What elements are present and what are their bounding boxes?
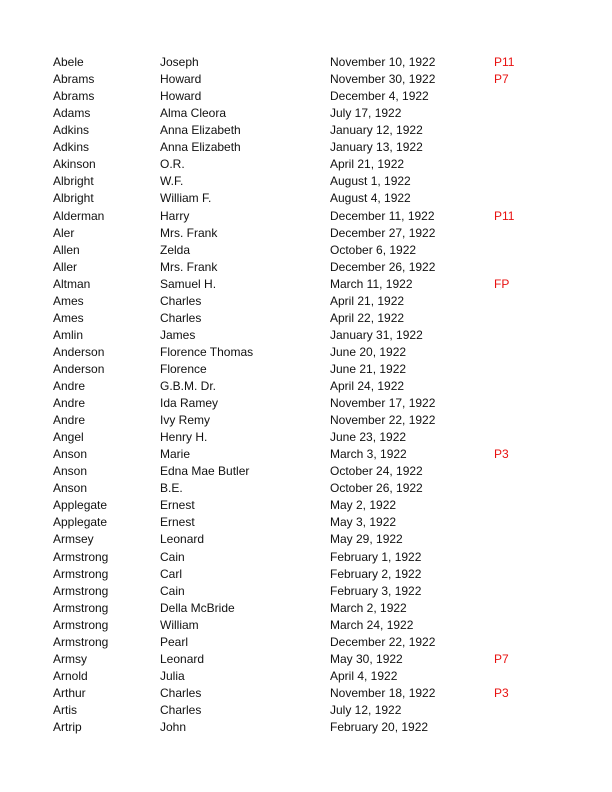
last-name-cell: Arnold	[53, 668, 88, 683]
first-name-cell: Carl	[160, 566, 183, 581]
table-row	[0, 634, 612, 651]
table-row	[0, 685, 612, 702]
date-cell: October 6, 1922	[330, 242, 417, 257]
last-name-cell: Aler	[53, 225, 75, 240]
page-ref-cell: P11	[494, 55, 515, 69]
table-row	[0, 242, 612, 259]
last-name-cell: Andre	[53, 396, 86, 410]
date-cell: June 23, 1922	[330, 430, 407, 445]
last-name-cell: Applegate	[53, 515, 108, 530]
last-name-cell: Armstrong	[53, 617, 109, 632]
first-name-cell: Ernest	[160, 515, 195, 530]
page-ref-cell: P7	[494, 72, 509, 86]
date-cell: February 20, 1922	[330, 720, 429, 734]
last-name-cell: Allen	[53, 242, 80, 257]
date-cell: December 22, 1922	[330, 634, 436, 649]
last-name-cell: Andre	[53, 378, 86, 393]
page-ref-cell: P3	[494, 685, 509, 700]
date-cell: May 3, 1922	[330, 515, 397, 530]
first-name-cell: Charles	[160, 310, 202, 325]
table-row	[0, 617, 612, 634]
date-cell: May 29, 1922	[330, 532, 403, 547]
table-row	[0, 395, 612, 412]
date-cell: April 22, 1922	[330, 310, 405, 325]
first-name-cell: Julia	[160, 668, 185, 683]
first-name-cell: Marie	[160, 447, 191, 462]
date-cell: June 21, 1922	[330, 361, 407, 376]
last-name-cell: Armsey	[53, 532, 94, 547]
first-name-cell: Florence Thomas	[160, 344, 254, 359]
date-cell: October 24, 1922	[330, 464, 423, 479]
last-name-cell: Alderman	[53, 208, 105, 223]
first-name-cell: James	[160, 327, 196, 342]
table-row	[0, 208, 612, 225]
table-row	[0, 259, 612, 276]
first-name-cell: Cain	[160, 549, 185, 564]
date-cell: November 10, 1922	[330, 55, 436, 69]
table-row	[0, 122, 612, 139]
date-cell: November 18, 1922	[330, 685, 436, 700]
date-cell: February 3, 1922	[330, 583, 422, 598]
date-cell: March 11, 1922	[330, 276, 413, 291]
table-row	[0, 327, 612, 344]
table-row	[0, 361, 612, 378]
first-name-cell: William	[160, 617, 199, 632]
last-name-cell: Anson	[53, 464, 88, 479]
table-row	[0, 719, 612, 736]
first-name-cell: Florence	[160, 361, 207, 376]
date-cell: February 2, 1922	[330, 566, 422, 581]
last-name-cell: Ames	[53, 310, 84, 325]
table-row	[0, 139, 612, 156]
last-name-cell: Adkins	[53, 123, 90, 138]
date-cell: March 24, 1922	[330, 617, 414, 632]
date-cell: April 21, 1922	[330, 293, 405, 308]
first-name-cell: Howard	[160, 72, 202, 86]
table-row	[0, 463, 612, 480]
first-name-cell: Cain	[160, 583, 185, 598]
date-cell: January 31, 1922	[330, 327, 423, 342]
last-name-cell: Armstrong	[53, 549, 109, 564]
last-name-cell: Adams	[53, 106, 91, 121]
date-cell: April 21, 1922	[330, 157, 405, 172]
first-name-cell: G.B.M. Dr.	[160, 378, 217, 393]
last-name-cell: Anson	[53, 481, 88, 496]
first-name-cell: Ida Ramey	[160, 396, 219, 410]
date-cell: December 27, 1922	[330, 225, 436, 240]
table-row	[0, 566, 612, 583]
date-cell: March 2, 1922	[330, 600, 407, 615]
page-ref-cell: FP	[494, 276, 510, 291]
date-cell: October 26, 1922	[330, 481, 423, 496]
table-row	[0, 88, 612, 105]
date-cell: February 1, 1922	[330, 549, 422, 564]
first-name-cell: Mrs. Frank	[160, 225, 218, 240]
last-name-cell: Albright	[53, 174, 94, 189]
last-name-cell: Artrip	[53, 720, 82, 734]
date-cell: April 24, 1922	[330, 378, 405, 393]
last-name-cell: Abele	[53, 55, 84, 69]
first-name-cell: Henry H.	[160, 430, 208, 445]
date-cell: August 4, 1922	[330, 191, 411, 206]
table-row	[0, 668, 612, 685]
first-name-cell: B.E.	[160, 481, 183, 496]
first-name-cell: Mrs. Frank	[160, 259, 218, 274]
last-name-cell: Armstrong	[53, 600, 109, 615]
first-name-cell: Leonard	[160, 532, 205, 547]
page-ref-cell: P11	[494, 208, 515, 223]
first-name-cell: Charles	[160, 293, 202, 308]
date-cell: July 17, 1922	[330, 106, 402, 121]
date-cell: November 22, 1922	[330, 413, 436, 428]
date-cell: May 30, 1922	[330, 651, 403, 666]
table-row	[0, 651, 612, 668]
table-row	[0, 344, 612, 361]
last-name-cell: Adkins	[53, 140, 90, 155]
table-row	[0, 446, 612, 463]
table-row	[0, 71, 612, 88]
last-name-cell: Applegate	[53, 498, 108, 513]
table-row	[0, 429, 612, 446]
last-name-cell: Altman	[53, 276, 91, 291]
last-name-cell: Albright	[53, 191, 94, 206]
date-cell: December 4, 1922	[330, 89, 429, 104]
first-name-cell: Alma Cleora	[160, 106, 227, 121]
date-cell: December 11, 1922	[330, 208, 435, 223]
table-row	[0, 293, 612, 310]
page-ref-cell: P3	[494, 447, 509, 462]
first-name-cell: W.F.	[160, 174, 184, 189]
first-name-cell: Harry	[160, 208, 190, 223]
date-cell: March 3, 1922	[330, 447, 407, 462]
last-name-cell: Aller	[53, 259, 78, 274]
first-name-cell: Joseph	[160, 55, 199, 69]
first-name-cell: Ivy Remy	[160, 413, 211, 428]
last-name-cell: Armsy	[53, 651, 87, 666]
first-name-cell: John	[160, 720, 187, 734]
last-name-cell: Artis	[53, 702, 77, 717]
table-row	[0, 378, 612, 395]
table-row	[0, 497, 612, 514]
table-row	[0, 514, 612, 531]
date-cell: January 12, 1922	[330, 123, 423, 138]
first-name-cell: William F.	[160, 191, 212, 206]
table-row	[0, 54, 612, 71]
last-name-cell: Armstrong	[53, 566, 109, 581]
last-name-cell: Abrams	[53, 89, 95, 104]
first-name-cell: O.R.	[160, 157, 185, 172]
last-name-cell: Armstrong	[53, 634, 109, 649]
first-name-cell: Samuel H.	[160, 276, 217, 291]
table-row	[0, 310, 612, 327]
table-row	[0, 190, 612, 207]
first-name-cell: Ernest	[160, 498, 195, 513]
last-name-cell: Abrams	[53, 72, 95, 86]
date-cell: December 26, 1922	[330, 259, 436, 274]
first-name-cell: Della McBride	[160, 600, 235, 615]
first-name-cell: Charles	[160, 685, 202, 700]
last-name-cell: Andre	[53, 413, 86, 428]
last-name-cell: Angel	[53, 430, 84, 445]
first-name-cell: Howard	[160, 89, 202, 104]
last-name-cell: Anson	[53, 447, 88, 462]
table-row	[0, 600, 612, 617]
date-cell: July 12, 1922	[330, 702, 402, 717]
last-name-cell: Anderson	[53, 344, 105, 359]
table-row	[0, 702, 612, 719]
page-ref-cell: P7	[494, 651, 509, 666]
date-cell: June 20, 1922	[330, 344, 407, 359]
last-name-cell: Armstrong	[53, 583, 109, 598]
date-cell: November 30, 1922	[330, 72, 436, 86]
table-row	[0, 583, 612, 600]
first-name-cell: Pearl	[160, 634, 189, 649]
date-cell: April 4, 1922	[330, 668, 398, 683]
first-name-cell: Zelda	[160, 242, 191, 257]
table-row	[0, 549, 612, 566]
table-row	[0, 531, 612, 548]
table-row	[0, 225, 612, 242]
first-name-cell: Charles	[160, 702, 202, 717]
last-name-cell: Ames	[53, 293, 84, 308]
table-row	[0, 156, 612, 173]
date-cell: January 13, 1922	[330, 140, 423, 155]
table-row	[0, 480, 612, 497]
date-cell: August 1, 1922	[330, 174, 411, 189]
last-name-cell: Arthur	[53, 685, 86, 700]
last-name-cell: Amlin	[53, 327, 84, 342]
date-cell: May 2, 1922	[330, 498, 397, 513]
first-name-cell: Leonard	[160, 651, 205, 666]
table-row	[0, 173, 612, 190]
last-name-cell: Akinson	[53, 157, 96, 172]
table-row	[0, 412, 612, 429]
table-row	[0, 276, 612, 293]
table-row	[0, 105, 612, 122]
date-cell: November 17, 1922	[330, 396, 436, 410]
last-name-cell: Anderson	[53, 361, 105, 376]
first-name-cell: Anna Elizabeth	[160, 123, 241, 138]
first-name-cell: Edna Mae Butler	[160, 464, 250, 479]
first-name-cell: Anna Elizabeth	[160, 140, 241, 155]
